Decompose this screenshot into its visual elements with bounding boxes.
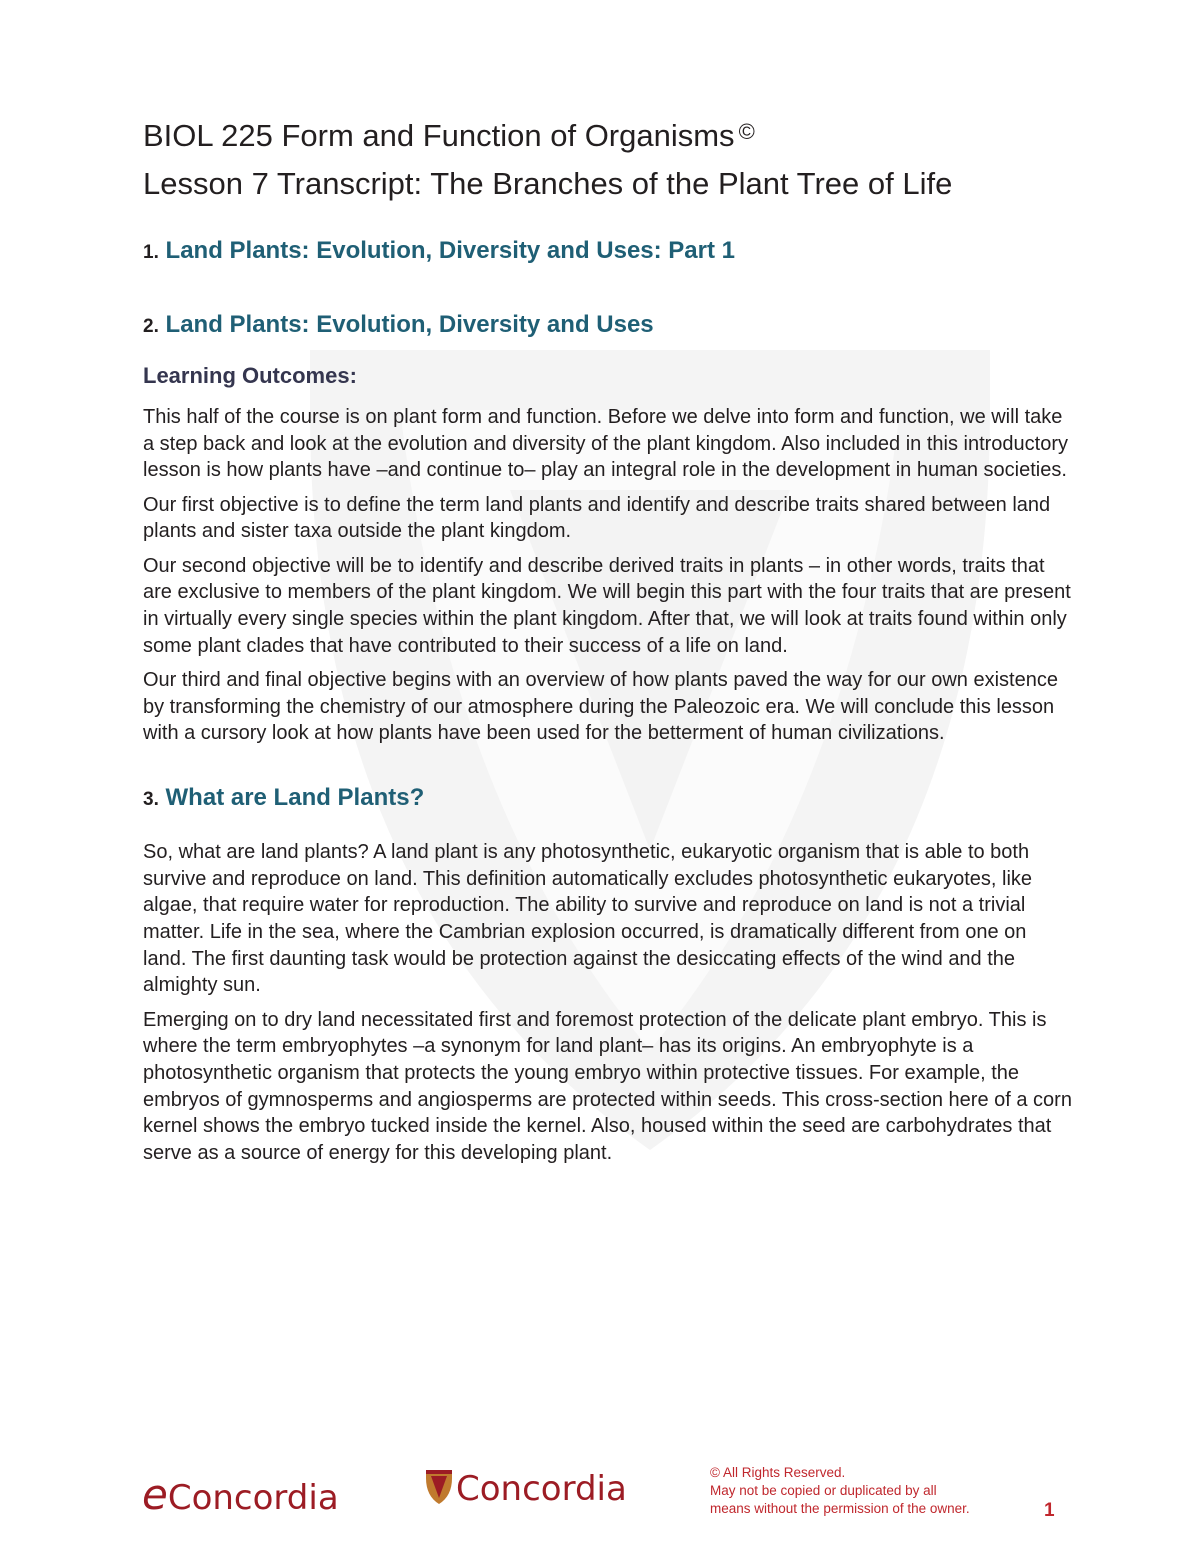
paragraph: So, what are land plants? A land plant is any photosynthetic, eukaryotic organism that is able to both survive and reproduce on land. This definition automatically excludes photosynthetic eukaryotes, like algae, that require water for reproduction. The ability to survive and reproduce on land is not a trivial matter. Life in the sea, where the Cambrian explosion occurred, is dramatically different from one on land. The first daunting task would be protection against the desiccating effects of the wind and the almighty sun.	[143, 840, 1033, 997]
paragraph: Our first objective is to define the term land plants and identify and describe traits shared between land plants and sister taxa outside the plant kingdom.	[143, 493, 1051, 543]
econcordia-wordmark: Concordia	[167, 1478, 339, 1518]
section-number: 2.	[143, 316, 159, 337]
paragraph: Our third and final objective begins with an overview of how plants paved the way for our own existence by transforming the chemistry of our atmosphere during the Paleozoic era. We will conclude this lesson with a cursory look at how plants have been used for the betterment of human civilizations.	[143, 668, 1058, 745]
learning-outcomes-heading: Learning Outcomes:	[143, 363, 357, 388]
rights-line: means without the permission of the owner.	[710, 1501, 970, 1516]
econcordia-e-glyph: e	[142, 1470, 168, 1519]
page-footer	[0, 1450, 1200, 1550]
econcordia-logo	[142, 1470, 339, 1519]
concordia-logo	[424, 1468, 627, 1509]
paragraph: This half of the course is on plant form and function. Before we delve into form and function, we will take a step back and look at the evolution and diversity of the plant kingdom. Also included in this introductory lesson is how plants have –and continue to– play an integral role in the development in human societies.	[143, 406, 1068, 482]
section-title: What are Land Plants?	[165, 783, 425, 811]
section-title: Land Plants: Evolution, Diversity and Uses	[165, 311, 654, 338]
concordia-shield-icon	[424, 1468, 454, 1506]
paragraph: Emerging on to dry land necessitated first and foremost protection of the delicate plant embryo. This is where the term embryophytes –a synonym for land plant– has its origins. An embryophyte is a photosynthetic organism that protects the young embryo within protective tissues. For example, the embryos of gymnosperms and angiosperms are protected within seeds. This cross-section here of a corn kernel shows the embryo tucked inside the kernel. Also, housed within the seed are carbohydrates that serve as a source of energy for this developing plant.	[143, 1008, 1072, 1165]
rights-notice	[710, 1464, 970, 1518]
section-title: Land Plants: Evolution, Diversity and Uses: Part 1	[165, 237, 736, 264]
concordia-wordmark: Concordia	[456, 1469, 627, 1509]
section-number: 3.	[143, 788, 159, 810]
document-page	[143, 108, 1073, 1167]
section-heading-3	[143, 783, 1073, 815]
copyright-symbol: ©	[738, 119, 755, 144]
section-heading-2	[143, 310, 1073, 342]
course-title: BIOL 225 Form and Function of Organisms	[143, 118, 735, 153]
document-title	[143, 108, 1073, 160]
rights-line: May not be copied or duplicated by all	[710, 1483, 937, 1498]
rights-line: © All Rights Reserved.	[710, 1465, 846, 1480]
page-number: 1	[1044, 1500, 1055, 1521]
section-heading-1	[143, 236, 1073, 268]
section-number: 1.	[143, 242, 159, 263]
lesson-subtitle: Lesson 7 Transcript: The Branches of the Plant Tree of Life	[143, 166, 953, 201]
paragraph: Our second objective will be to identify and describe derived traits in plants – in other words, traits that are exclusive to members of the plant kingdom. We will begin this part with the four traits that are present in virtually every single species within the plant kingdom. After that, we will look at traits found within only some plant clades that have contributed to their success of a life on land.	[143, 554, 1071, 657]
